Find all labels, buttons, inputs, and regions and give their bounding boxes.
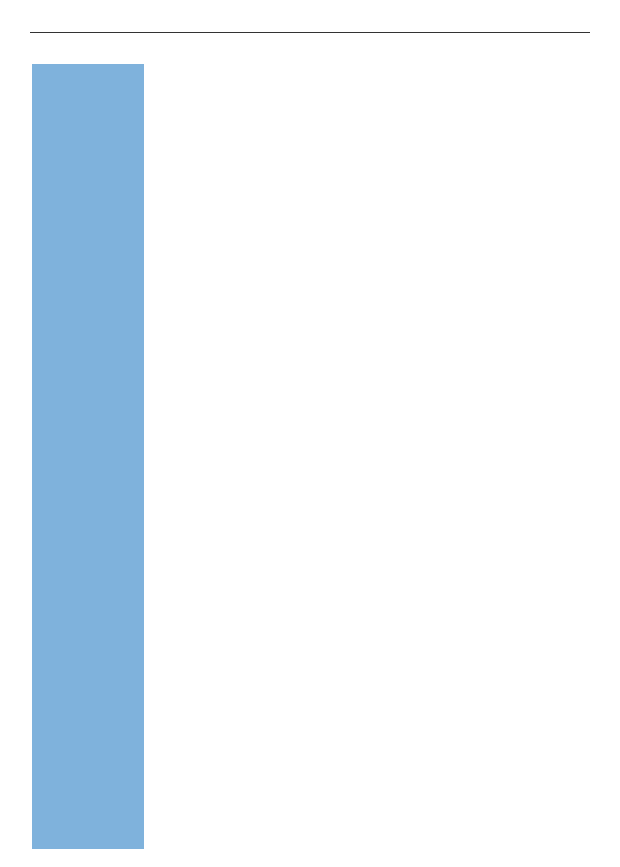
advertisement — [32, 64, 144, 849]
page-header — [30, 14, 590, 33]
